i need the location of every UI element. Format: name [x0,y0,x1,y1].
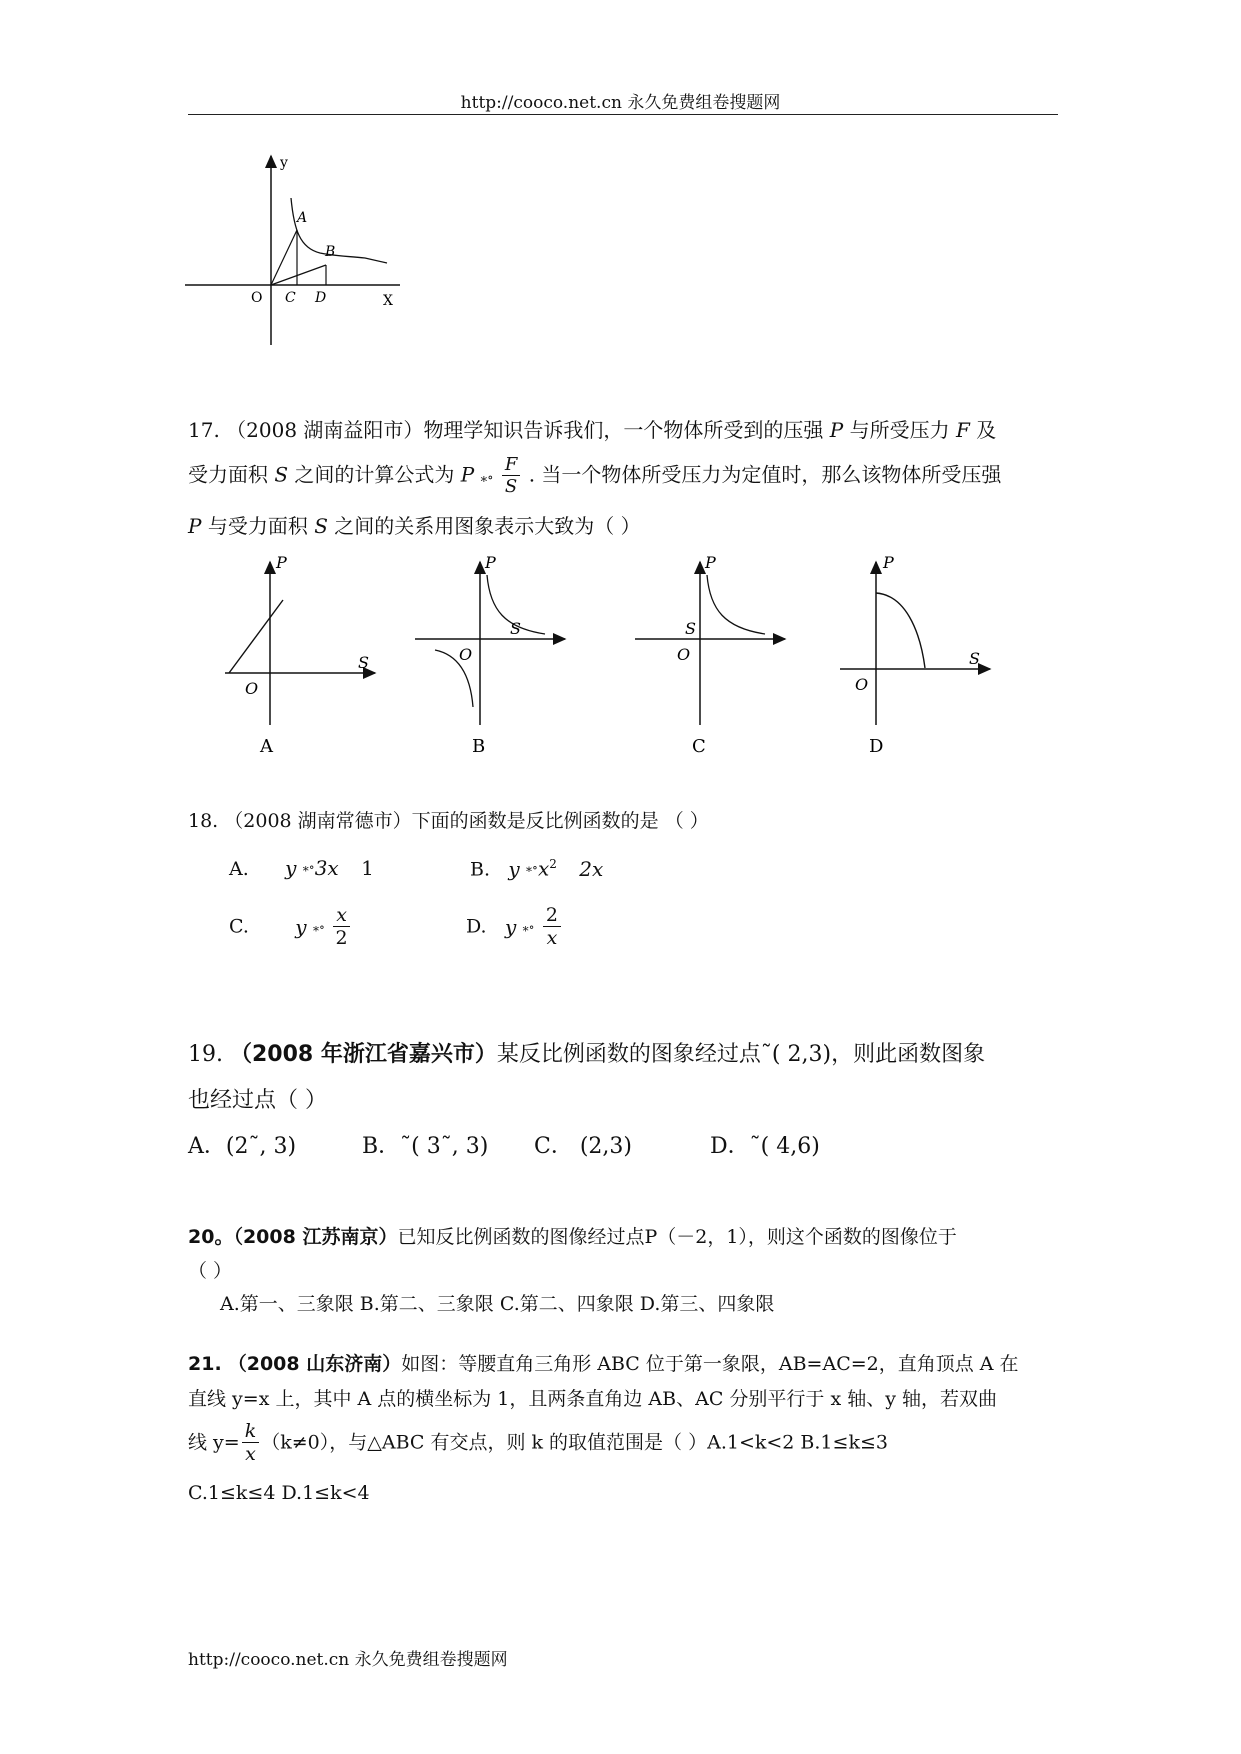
q19-number: 19. [188,1042,223,1067]
q17-text-3b: 与受力面积 [207,514,308,538]
graph-d [840,553,990,757]
q18-option-b-eq: ⁎∘ [526,860,538,875]
q17-line3 [188,516,641,536]
q18-option-a [229,858,374,879]
q19-option-c: C． (2,3) [534,1134,632,1159]
q18-option-c-num: x [333,906,350,927]
q17-formula-eq: ⁎∘ [480,470,494,486]
graph-a-s: S [358,653,369,672]
q21-text-3b: （k≠0），与△ABC 有交点，则 k 的取值范围是（ ）A.1<k<2 B.1≤k≤3 [261,1431,888,1454]
q18-option-c-eq: ⁎∘ [312,920,325,934]
graph-d-s: S [969,649,980,668]
q18-option-d-eq: ⁎∘ [522,920,535,934]
q18-option-d-y: y [504,915,517,939]
q17-line1 [188,420,996,440]
q18-option-a-y: y [285,856,297,880]
graph-c-s: S [685,619,696,638]
q18-option-c-fraction [333,906,350,948]
q19-option-b: B．˜( 3˜, 3) [362,1134,489,1159]
q18-option-a-letter: A. [229,858,249,880]
q21-line2: 直线 y=x 上，其中 A 点的横坐标为 1，且两条直角边 AB、AC 分别平行于 x 轴、y 轴，若双曲 [188,1388,997,1410]
q17-var-p: P [829,418,844,442]
q18-option-d-letter: D. [466,915,487,938]
label-x: X [383,293,393,309]
graph-a [225,553,375,757]
q21-frac-den: x [245,1443,256,1465]
q18-option-d-den: x [546,927,558,949]
graph-c-label: C [692,736,706,757]
q19-line2: 也经过点（ ） [188,1088,327,1113]
graph-c [635,553,785,757]
graph-a-o: O [245,679,259,698]
graph-c-p: P [705,553,716,572]
graph-b-s: S [510,619,521,638]
q17-text-2c: . 当一个物体所受压力为定值时，那么该物体所受压强 [528,462,1002,487]
q17-text-end: 及 [976,418,997,442]
q19-option-d: D．˜( 4,6) [710,1134,820,1159]
q19-source: （2008 年浙江省嘉兴市） [230,1042,497,1067]
q17-text-2b: 之间的计算公式为 [294,462,455,487]
q18-option-d-fraction [543,906,561,948]
q19-line1 [188,1044,985,1066]
graph-d-p: P [883,553,894,572]
q17-source: （2008 湖南益阳市） [226,418,424,442]
q17-formula-p: P [460,462,475,487]
q17-var-s2: S [314,514,328,538]
q17-text-2a: 受力面积 [188,462,268,487]
q17-number: 17. [188,418,220,442]
q20-line1 [188,1228,957,1247]
q18-option-b-body: x [537,856,550,881]
q18-option-d-num: 2 [543,906,561,927]
q21-fraction [242,1422,260,1464]
q18-option-d [466,906,563,948]
q17-frac-num: F [502,456,521,476]
q20-source: （2008 江苏南京） [233,1226,398,1248]
q21-text-3a: 线 y= [188,1431,240,1454]
q21-line1 [188,1355,1019,1374]
label-d: D [315,290,327,306]
q21-line4: C.1≤k≤4 D.1≤k<4 [188,1482,370,1504]
header-rule [188,114,1058,115]
q18-number: 18. [188,810,219,832]
label-c: C [285,290,296,306]
q18-line1 [188,812,709,831]
page-footer: http://cooco.net.cn 永久免费组卷搜题网 [188,1650,508,1670]
q18-source: （2008 湖南常德市） [224,810,412,832]
q18-option-a-eq: ⁎∘ [302,860,315,874]
q21-number: 21. [188,1353,222,1375]
q18-option-b-letter: B. [470,858,491,881]
graph-b [415,553,565,757]
q21-text-1: 如图：等腰直角三角形 ABC 位于第一象限，AB=AC=2，直角顶点 A 在 [401,1353,1019,1375]
q18-option-a-tail: 1 [361,856,374,880]
q17-line2 [188,456,1001,496]
q17-var-p2: P [188,514,202,538]
q18-option-c-y: y [295,915,307,939]
q18-option-b-tail: 2x [579,856,604,881]
graph-b-o: O [459,645,473,664]
q18-option-b-sup: 2 [549,857,557,871]
graph-d-label: D [869,736,884,757]
q19-text: 某反比例函数的图象经过点 [496,1042,761,1067]
q17-var-s: S [274,462,289,487]
q17-text-mid: 与所受压力 [849,418,950,442]
label-o: O [251,290,263,306]
q20-number: 20。 [188,1226,234,1248]
q17-var-f: F [955,418,970,442]
label-a: A [297,210,308,226]
graph-b-label: B [472,736,486,757]
top-figure [185,150,415,350]
q21-source: （2008 山东济南） [227,1353,402,1375]
q20-text: 已知反比例函数的图像经过点P（－2，1），则这个函数的图像位于 [397,1226,957,1248]
q18-option-c-letter: C. [229,915,249,938]
q17-graphs [215,550,1035,770]
q17-text: 物理学知识告诉我们，一个物体所受到的压强 [423,418,824,442]
graph-a-label: A [260,736,273,757]
label-b: B [325,244,336,260]
q18-option-a-body: 3x [314,856,339,880]
q18-option-c-den: 2 [335,927,348,949]
label-y: y [280,155,288,171]
q20-line2: （ ） [188,1260,233,1282]
q21-frac-num: k [242,1422,260,1443]
q21-line3 [188,1422,888,1464]
q19-option-a: A．(2˜, 3) [188,1134,297,1159]
q17-frac-den: S [504,476,518,497]
q18-option-b-y: y [508,856,520,881]
q19-point: ˜( 2,3) [760,1042,832,1067]
graph-c-o: O [677,645,691,664]
q18-option-b [470,858,603,880]
q20-options: A.第一、三象限 B.第二、三象限 C.第二、四象限 D.第三、四象限 [220,1293,775,1315]
hyperbola-curve [291,198,387,263]
q18-option-c [229,906,352,948]
q19-text-end: ，则此函数图象 [831,1042,986,1067]
page-header: http://cooco.net.cn 永久免费组卷搜题网 [460,93,781,113]
q17-text-3c: 之间的关系用图象表示大致为（ ） [334,514,641,538]
q17-fraction [502,456,521,496]
graph-b-p: P [485,553,496,572]
graph-a-p: P [276,553,287,572]
q18-text: 下面的函数是反比例函数的是 （ ） [411,810,709,832]
graph-d-o: O [855,675,869,694]
